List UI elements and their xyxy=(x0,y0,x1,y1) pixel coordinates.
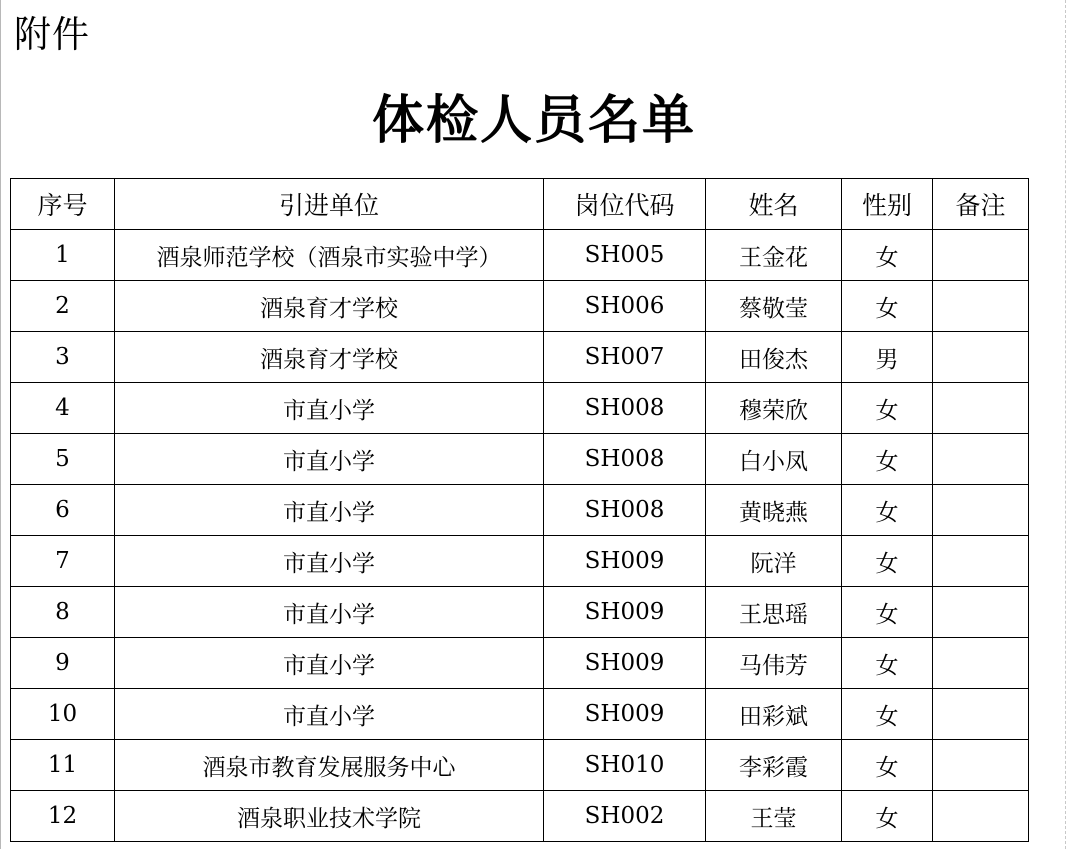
cell-no: 9 xyxy=(11,638,115,689)
cell-note xyxy=(933,587,1029,638)
cell-note xyxy=(933,281,1029,332)
table-row xyxy=(11,791,1029,842)
cell-name: 马伟芳 xyxy=(706,638,842,689)
cell-no: 12 xyxy=(11,791,115,842)
cell-note xyxy=(933,689,1029,740)
header-no: 序号 xyxy=(11,179,115,230)
cell-name: 田彩斌 xyxy=(706,689,842,740)
document-title: 体检人员名单 xyxy=(371,90,696,151)
cell-name: 王思瑶 xyxy=(706,587,842,638)
table-row xyxy=(11,434,1029,485)
cell-unit: 酒泉育才学校 xyxy=(115,332,544,383)
cell-unit: 市直小学 xyxy=(115,485,544,536)
cell-unit: 酒泉师范学校（酒泉市实验中学） xyxy=(115,230,544,281)
table-row xyxy=(11,587,1029,638)
cell-code: SH009 xyxy=(544,689,706,740)
cell-name: 蔡敬莹 xyxy=(706,281,842,332)
header-sex: 性别 xyxy=(842,179,933,230)
cell-note xyxy=(933,740,1029,791)
cell-unit: 市直小学 xyxy=(115,434,544,485)
cell-sex: 女 xyxy=(842,281,933,332)
cell-sex: 女 xyxy=(842,485,933,536)
cell-name: 田俊杰 xyxy=(706,332,842,383)
cell-sex: 女 xyxy=(842,230,933,281)
cell-name: 李彩霞 xyxy=(706,740,842,791)
header-code: 岗位代码 xyxy=(544,179,706,230)
table-row xyxy=(11,281,1029,332)
cell-unit: 市直小学 xyxy=(115,383,544,434)
cell-sex: 女 xyxy=(842,587,933,638)
cell-sex: 女 xyxy=(842,689,933,740)
cell-code: SH009 xyxy=(544,638,706,689)
cell-no: 11 xyxy=(11,740,115,791)
cell-no: 8 xyxy=(11,587,115,638)
cell-sex: 女 xyxy=(842,638,933,689)
cell-sex: 男 xyxy=(842,332,933,383)
cell-sex: 女 xyxy=(842,791,933,842)
cell-code: SH010 xyxy=(544,740,706,791)
cell-code: SH007 xyxy=(544,332,706,383)
cell-sex: 女 xyxy=(842,740,933,791)
cell-note xyxy=(933,791,1029,842)
cell-unit: 市直小学 xyxy=(115,689,544,740)
table-row xyxy=(11,230,1029,281)
header-name: 姓名 xyxy=(706,179,842,230)
cell-note xyxy=(933,485,1029,536)
cell-unit: 酒泉市教育发展服务中心 xyxy=(115,740,544,791)
cell-unit: 市直小学 xyxy=(115,638,544,689)
cell-no: 6 xyxy=(11,485,115,536)
cell-unit: 酒泉育才学校 xyxy=(115,281,544,332)
cell-code: SH005 xyxy=(544,230,706,281)
table-row xyxy=(11,383,1029,434)
cell-name: 王莹 xyxy=(706,791,842,842)
table-row xyxy=(11,485,1029,536)
cell-no: 5 xyxy=(11,434,115,485)
header-note: 备注 xyxy=(933,179,1029,230)
cell-sex: 女 xyxy=(842,536,933,587)
cell-note xyxy=(933,434,1029,485)
cell-unit: 市直小学 xyxy=(115,587,544,638)
cell-sex: 女 xyxy=(842,434,933,485)
cell-name: 穆荣欣 xyxy=(706,383,842,434)
attachment-label: 附件 xyxy=(14,13,90,56)
cell-no: 4 xyxy=(11,383,115,434)
header-unit: 引进单位 xyxy=(115,179,544,230)
cell-no: 2 xyxy=(11,281,115,332)
cell-note xyxy=(933,638,1029,689)
cell-no: 7 xyxy=(11,536,115,587)
cell-note xyxy=(933,536,1029,587)
cell-note xyxy=(933,230,1029,281)
table-header-row xyxy=(11,179,1029,230)
cell-no: 3 xyxy=(11,332,115,383)
table-row xyxy=(11,536,1029,587)
table-row xyxy=(11,638,1029,689)
cell-code: SH002 xyxy=(544,791,706,842)
cell-note xyxy=(933,383,1029,434)
cell-unit: 酒泉职业技术学院 xyxy=(115,791,544,842)
cell-no: 1 xyxy=(11,230,115,281)
cell-code: SH008 xyxy=(544,434,706,485)
cell-name: 阮洋 xyxy=(706,536,842,587)
cell-name: 白小凤 xyxy=(706,434,842,485)
cell-no: 10 xyxy=(11,689,115,740)
cell-code: SH009 xyxy=(544,536,706,587)
roster-table xyxy=(10,178,1029,842)
table-row xyxy=(11,740,1029,791)
cell-name: 黄晓燕 xyxy=(706,485,842,536)
table-row xyxy=(11,689,1029,740)
cell-sex: 女 xyxy=(842,383,933,434)
cell-code: SH009 xyxy=(544,587,706,638)
cell-unit: 市直小学 xyxy=(115,536,544,587)
cell-code: SH008 xyxy=(544,485,706,536)
cell-code: SH008 xyxy=(544,383,706,434)
cell-note xyxy=(933,332,1029,383)
cell-code: SH006 xyxy=(544,281,706,332)
cell-name: 王金花 xyxy=(706,230,842,281)
table-row xyxy=(11,332,1029,383)
